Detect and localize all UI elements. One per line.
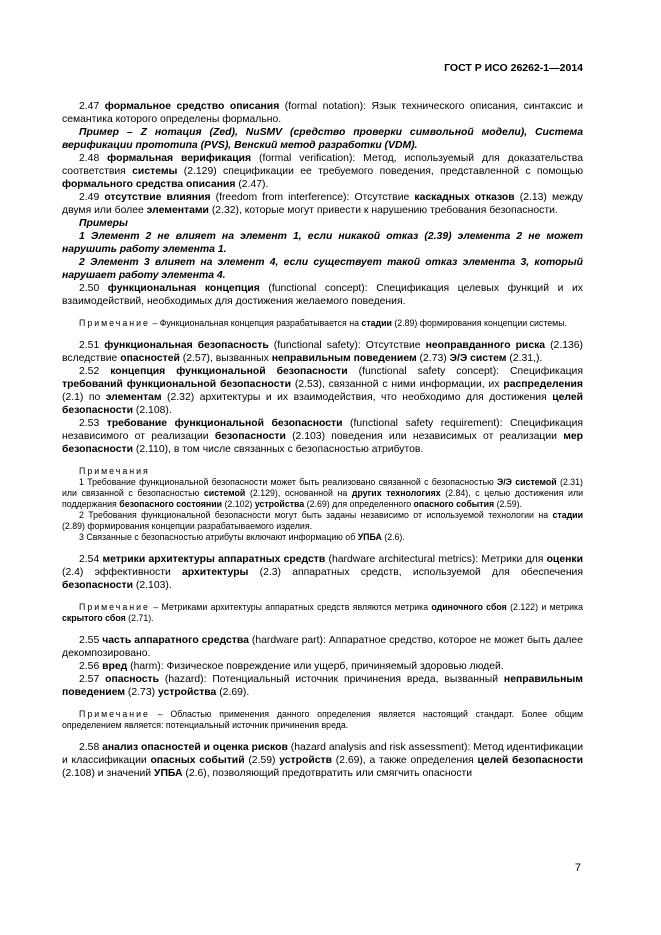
term-bold: мер безопасности	[62, 431, 583, 455]
term-bold: системы	[132, 166, 178, 177]
term-bold: скрытого сбоя	[62, 613, 126, 623]
text-run: (2.110), в том числе связанных с безопасностью атрибутов.	[133, 444, 424, 455]
example-paragraph	[62, 126, 583, 152]
text-run: Примеры	[79, 218, 128, 229]
text-run: (2.136) вследствие	[62, 340, 583, 364]
spacer	[62, 592, 583, 602]
term-bold: вред	[102, 661, 128, 672]
text-run: 3 Связанные с безопасностью атрибуты включают информацию об	[79, 532, 358, 542]
term-bold: устройств	[279, 755, 332, 766]
spacer	[62, 699, 583, 709]
text-run: (2.122) и метрика	[506, 602, 583, 612]
text-run: (2.69).	[216, 687, 250, 698]
definition-paragraph	[62, 100, 583, 126]
text-run: Пример – Z нотация (Zed), NuSMV (средство проверки символьной модели), Система верификации прототипа (PVS), Венский метод разработки (VDM).	[62, 127, 583, 151]
term-bold: метрики архитектуры аппаратных средств	[102, 554, 326, 565]
text-run: 2.57	[79, 674, 106, 685]
document-number: ГОСТ Р ИСО 26262-1—2014	[444, 62, 583, 74]
text-run: (2.73)	[125, 687, 158, 698]
text-run: (2.71).	[125, 613, 154, 623]
example-paragraph	[62, 256, 583, 282]
text-run: (2.59).	[494, 499, 523, 509]
text-run: (2.4) эффективности	[62, 567, 182, 578]
note-paragraph	[62, 477, 583, 510]
term-bold: стадии	[552, 510, 583, 520]
text-run: 2.51	[79, 340, 105, 351]
term-bold: часть аппаратного средства	[102, 635, 249, 646]
term-bold: функциональная безопасность	[104, 340, 269, 351]
definition-paragraph	[62, 339, 583, 365]
note-label: Примечание	[79, 602, 150, 612]
term-bold: безопасности	[62, 580, 134, 591]
text-run: 2.56	[79, 661, 103, 672]
text-run: (2.53), связанной с ними информации, их	[291, 379, 504, 390]
text-run: 2.55	[79, 635, 103, 646]
text-run: 2 Требования функциональной безопасности могут быть заданы независимо от используемой технологии на	[79, 510, 553, 520]
text-run: (2.129) спецификации ее требуемого поведения, представленной с помощью	[177, 166, 584, 177]
definition-paragraph	[62, 660, 583, 673]
text-run: (formal notation): Язык технического описания, синтаксис и семантика которого определены формально.	[62, 101, 583, 125]
term-bold: оценки	[546, 554, 583, 565]
text-run: (2.108).	[133, 405, 172, 416]
term-bold: УПБА	[357, 532, 382, 542]
term-bold: системой	[203, 488, 246, 498]
text-run: (2.6).	[381, 532, 405, 542]
text-run: (formal verification): Метод, используемый для доказательства соответствия	[62, 153, 583, 177]
text-run: (2.31) или связанной с безопасностью	[62, 477, 583, 498]
text-run: 2.49	[79, 192, 105, 203]
definition-paragraph	[62, 417, 583, 456]
definition-paragraph	[62, 673, 583, 699]
text-run: – Областью применения данного определения является настоящий стандарт. Более общим определением является: потенциальный источник причинения вреда.	[62, 709, 583, 730]
term-bold: элементами	[146, 205, 209, 216]
term-bold: каскадных отказов	[414, 192, 515, 203]
text-run: (hardware part): Аппаратное средство, которое не может быть далее декомпозировано.	[62, 635, 583, 659]
text-run: (functional concept): Спецификация целевых функций и их взаимодействий, необходимых для достижения желаемого поведения.	[62, 283, 583, 307]
term-bold: отсутствие влияния	[104, 192, 211, 203]
term-bold: опасность	[105, 674, 160, 685]
text-run: (2.102)	[222, 499, 255, 509]
text-run: (freedom from interference): Отсутствие	[210, 192, 415, 203]
text-run: (hardware architectural metrics): Метрики для	[325, 554, 547, 565]
text-run: (2.32), которые могут привести к нарушению требования безопасности.	[208, 205, 558, 216]
note-label: Примечание	[79, 709, 150, 719]
term-bold: формального средства описания	[62, 179, 236, 190]
definition-paragraph	[62, 365, 583, 417]
term-bold: требований функциональной безопасности	[62, 379, 291, 390]
text-run: 2.52	[79, 366, 111, 377]
note-paragraph	[62, 602, 583, 624]
text-run: (2.84), с целью достижения или поддержания	[62, 488, 583, 509]
term-bold: неоправданного риска	[425, 340, 546, 351]
term-bold: анализ опасностей и оценка рисков	[102, 742, 288, 753]
text-run: (2.108) и значений	[62, 768, 154, 779]
note-paragraph	[62, 318, 583, 329]
text-run: (2.59)	[244, 755, 280, 766]
text-run: 2.50	[79, 283, 108, 294]
term-bold: безопасного состоянии	[119, 499, 223, 509]
text-run: 1 Требование функциональной безопасности может быть реализовано связанной с безопасностью	[79, 477, 497, 487]
text-run: 2.47	[79, 101, 105, 112]
definition-paragraph	[62, 553, 583, 592]
text-run: (functional safety requirement): Спецификация независимого от реализации	[62, 418, 583, 442]
term-bold: архитектуры	[182, 567, 249, 578]
text-run: (2.103).	[133, 580, 172, 591]
text-run: (2.31,).	[506, 353, 543, 364]
term-bold: функциональная концепция	[107, 283, 260, 294]
term-bold: требование функциональной безопасности	[106, 418, 343, 429]
note-paragraph	[62, 709, 583, 731]
note-paragraph	[62, 532, 583, 543]
term-bold: целей безопасности	[477, 755, 584, 766]
text-run: (hazard): Потенциальный источник причинения вреда, вызванный	[159, 674, 504, 685]
spacer	[62, 543, 583, 553]
text-run: (2.13) между двумя или более	[62, 192, 583, 216]
term-bold: опасных событий	[150, 755, 245, 766]
definition-paragraph	[62, 741, 583, 780]
text-run: 2.58	[79, 742, 103, 753]
text-run: (2.69) для определенного	[304, 499, 414, 509]
term-bold: формальная верификация	[107, 153, 252, 164]
term-bold: неправильным поведением	[271, 353, 417, 364]
term-bold: стадии	[361, 318, 392, 328]
term-bold: опасностей	[120, 353, 180, 364]
term-bold: Э/Э системой	[496, 477, 557, 487]
text-run: 2.53	[79, 418, 107, 429]
term-bold: безопасности	[214, 431, 286, 442]
term-bold: формальное средство описания	[104, 101, 280, 112]
example-paragraph	[62, 217, 583, 230]
note-paragraph	[62, 466, 583, 477]
term-bold: опасного события	[413, 499, 495, 509]
text-run: 1 Элемент 2 не влияет на элемент 1, если никакой отказ (2.39) элемента 2 не может нарушить работу элемента 1.	[62, 231, 583, 255]
text-run: (2.129), основанной на	[245, 488, 352, 498]
note-paragraph	[62, 510, 583, 532]
page-number: 7	[574, 862, 581, 874]
text-run: (2.57), вызванных	[179, 353, 272, 364]
text-run: 2.54	[79, 554, 103, 565]
term-bold: других технологиях	[351, 488, 441, 498]
text-run: (2.1) по	[62, 392, 106, 403]
text-run: (harm): Физическое повреждение или ущерб, причиняемый здоровью людей.	[127, 661, 504, 672]
note-label: Примечания	[79, 466, 150, 476]
definition-paragraph	[62, 152, 583, 191]
term-bold: устройства	[254, 499, 305, 509]
text-run: (2.89) формирования концепции системы.	[391, 318, 567, 328]
text-run: (2.89) формирования концепции разрабатываемого изделия.	[62, 521, 313, 531]
text-run: (functional safety concept): Спецификация	[347, 366, 583, 377]
term-bold: целей безопасности	[62, 392, 583, 416]
term-bold: одиночного сбоя	[431, 602, 507, 612]
text-run: (2.47).	[235, 179, 269, 190]
note-label: Примечание	[79, 318, 150, 328]
term-bold: элементам	[105, 392, 162, 403]
term-bold: концепция функциональной безопасности	[110, 366, 348, 377]
spacer	[62, 308, 583, 318]
text-run: (2.103) поведения или независимых от реализации	[285, 431, 564, 442]
spacer	[62, 731, 583, 741]
text-run: (2.3) аппаратных средств, используемой для обеспечения	[248, 567, 583, 578]
term-bold: УПБА	[153, 768, 183, 779]
spacer	[62, 329, 583, 339]
term-bold: распределения	[503, 379, 583, 390]
spacer	[62, 456, 583, 466]
text-run: (2.32) архитектуры и их взаимодействия, что необходимо для достижения	[161, 392, 553, 403]
document-body	[62, 100, 583, 780]
text-run: (functional safety): Отсутствие	[268, 340, 426, 351]
text-run: 2 Элемент 3 влияет на элемент 4, если существует такой отказ элемента 3, который нарушает работу элемента 4.	[62, 257, 583, 281]
term-bold: неправильным поведением	[62, 674, 583, 698]
example-paragraph	[62, 230, 583, 256]
text-run: – Функциональная концепция разрабатывается на	[149, 318, 362, 328]
text-run: (2.69), а также определения	[331, 755, 478, 766]
term-bold: Э/Э систем	[449, 353, 507, 364]
definition-paragraph	[62, 634, 583, 660]
term-bold: устройства	[157, 687, 217, 698]
text-run: (2.6), позволяющий предотвратить или смягчить опасности	[182, 768, 473, 779]
text-run: – Метриками архитектуры аппаратных средств являются метрика	[149, 602, 432, 612]
definition-paragraph	[62, 191, 583, 217]
text-run: 2.48	[79, 153, 108, 164]
spacer	[62, 624, 583, 634]
text-run: (2.73)	[416, 353, 450, 364]
definition-paragraph	[62, 282, 583, 308]
text-run: (hazard analysis and risk assessment): Метод идентификации и классификации	[62, 742, 583, 766]
